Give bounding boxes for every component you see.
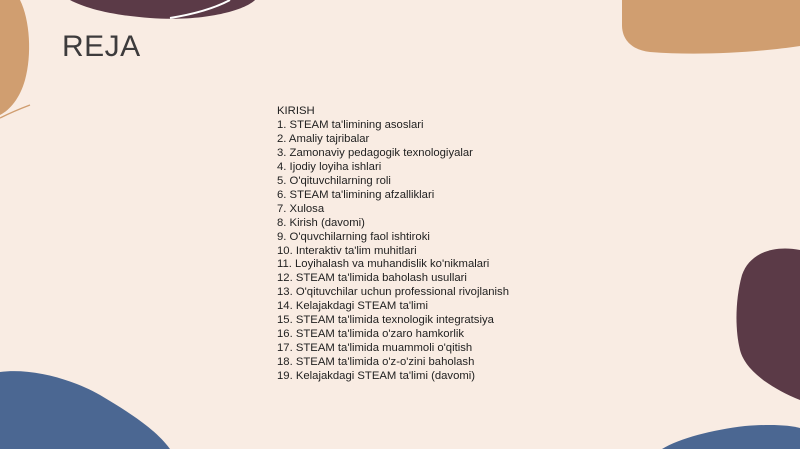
list-item: 17. STEAM ta'limida muammoli o'qitish bbox=[277, 342, 473, 355]
bottom-right-blue-shape bbox=[662, 425, 800, 449]
list-item: 10. Interaktiv ta'lim muhitlari bbox=[277, 244, 417, 257]
left-tan-shape bbox=[0, 0, 29, 115]
list-item: 11. Loyihalash va muhandislik ko'nikmalari bbox=[277, 258, 490, 271]
top-right-tan-shape bbox=[622, 0, 800, 54]
agenda-list bbox=[277, 105, 597, 384]
list-item: 13. O'qituvchilar uchun professional rivojlanish bbox=[277, 286, 509, 299]
list-item: 19. Kelajakdagi STEAM ta'limi (davomi) bbox=[277, 370, 476, 383]
list-item: 2. Amaliy tajribalar bbox=[277, 132, 370, 145]
list-item: 16. STEAM ta'limida o'zaro hamkorlik bbox=[277, 328, 465, 341]
page-title: REJA bbox=[62, 30, 141, 63]
list-item: 1. STEAM ta'limining asoslari bbox=[277, 118, 424, 131]
right-plum-shape bbox=[736, 248, 800, 400]
list-item: 15. STEAM ta'limida texnologik integratsiya bbox=[277, 314, 494, 327]
list-item: 18. STEAM ta'limida o'z-o'zini baholash bbox=[277, 356, 475, 369]
agenda-heading: KIRISH bbox=[277, 105, 315, 117]
agenda-items bbox=[277, 119, 597, 384]
list-item: 9. O'quvchilarning faol ishtiroki bbox=[277, 230, 430, 243]
list-item: 8. Kirish (davomi) bbox=[277, 216, 365, 229]
top-left-plum-shape bbox=[70, 0, 255, 19]
list-item: 3. Zamonaviy pedagogik texnologiyalar bbox=[277, 146, 473, 159]
list-item: 4. Ijodiy loyiha ishlari bbox=[277, 160, 382, 173]
list-item: 12. STEAM ta'limida baholash usullari bbox=[277, 272, 467, 285]
list-item: 14. Kelajakdagi STEAM ta'limi bbox=[277, 300, 428, 313]
list-item: 7. Xulosa bbox=[277, 202, 325, 215]
list-item: 5. O'qituvchilarning roli bbox=[277, 174, 391, 187]
list-item: 6. STEAM ta'limining afzalliklari bbox=[277, 188, 435, 201]
bottom-left-blue-shape bbox=[0, 371, 170, 449]
